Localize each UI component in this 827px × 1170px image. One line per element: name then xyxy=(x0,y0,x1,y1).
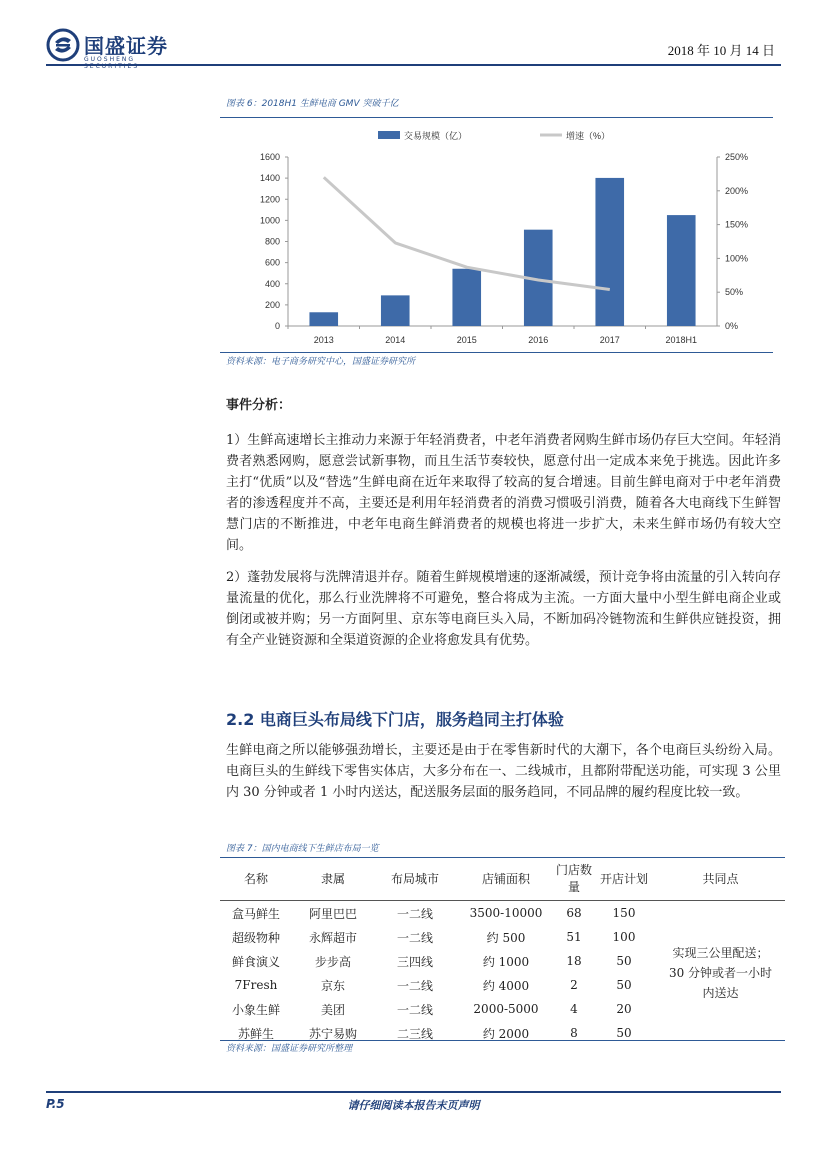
header-name: 名称 xyxy=(220,858,292,901)
cell-cities: 三四线 xyxy=(396,954,433,969)
header-plan: 开店计划 xyxy=(592,858,656,901)
cell-parent: 步步高 xyxy=(314,954,351,969)
cell-plan: 150 xyxy=(592,901,656,926)
header-store-count: 门店数量 xyxy=(556,858,592,901)
event-analysis-title: 事件分析： xyxy=(226,398,292,413)
header-cities: 布局城市 xyxy=(374,858,456,901)
cell-cities: 二三线 xyxy=(396,1026,433,1041)
cell-name: 超级物种 xyxy=(231,930,280,945)
bar xyxy=(452,269,481,326)
y-left-tick-label: 0 xyxy=(274,321,280,331)
chart-x-labels xyxy=(288,326,697,345)
cell-plan: 50 xyxy=(616,954,632,968)
cell-store-count: 8 xyxy=(570,1026,578,1040)
company-logo xyxy=(46,28,186,68)
header-area: 店铺面积 xyxy=(456,858,556,901)
y-left-tick-label: 1400 xyxy=(259,173,280,184)
cell-parent: 阿里巴巴 xyxy=(292,901,374,926)
header-common: 共同点 xyxy=(656,858,785,901)
y-left-tick-label: 1200 xyxy=(259,194,280,205)
gmv-chart xyxy=(220,120,773,352)
cell-parent: 苏宁易购 xyxy=(308,1026,357,1041)
footer-disclaimer: 请仔细阅读本报告末页声明 xyxy=(347,1099,480,1112)
x-tick-label: 2015 xyxy=(456,335,477,345)
y-left-tick-label: 800 xyxy=(264,236,280,247)
y-left-tick-label: 1000 xyxy=(259,215,280,226)
cell-cities: 一二线 xyxy=(396,978,433,993)
offline-store-table xyxy=(220,858,785,1045)
cell-name: 鲜食演义 xyxy=(231,954,280,969)
bar xyxy=(595,178,624,326)
cell-store-count: 18 xyxy=(566,954,582,968)
table-row xyxy=(220,901,785,926)
page-number: P.5 xyxy=(46,1097,65,1111)
cell-parent: 美团 xyxy=(320,1002,345,1017)
y-left-tick-label: 1600 xyxy=(259,152,280,162)
cell-plan: 50 xyxy=(616,1026,632,1040)
cell-cities: 一二线 xyxy=(396,1002,433,1017)
figure-7-source: 资料来源：国盛证券研究所整理 xyxy=(226,1044,353,1054)
cell-plan: 100 xyxy=(612,930,636,944)
section-paragraph: 生鲜电商之所以能够强劲增长，主要还是由于在零售新时代的大潮下，各个电商巨头纷纷入局。电商巨头的生鲜线下零售实体店，大多分布在一、二线城市，且都附带配送功能，可实现 3 公里内 30 分钟或者 1 小时内送达，配送服务层面的服务趋同，不同品牌的履约程度比较一致。 xyxy=(226,743,781,800)
legend-swatch-bar xyxy=(378,131,400,139)
y-right-tick-label: 0% xyxy=(725,321,739,331)
figure-7-caption: 图表 7：国内电商线下生鲜店布局一览 xyxy=(226,844,379,854)
cell-plan: 50 xyxy=(616,978,632,992)
cell-store-count: 68 xyxy=(556,901,592,926)
x-tick-label: 2018H1 xyxy=(665,335,698,345)
y-left-tick-label: 200 xyxy=(264,299,280,310)
x-tick-label: 2014 xyxy=(385,335,406,345)
logo-text: 国盛证券 xyxy=(84,34,168,58)
cell-parent: 永辉超市 xyxy=(308,930,357,945)
cell-area: 3500-10000 xyxy=(456,901,556,926)
cell-common: 实现三公里配送；30 分钟或者一小时内送达 xyxy=(656,901,785,1046)
y-left-tick-label: 600 xyxy=(264,257,280,268)
logo-english-text: GUOSHENG SECURITIES xyxy=(84,56,140,70)
figure-6-rule xyxy=(220,117,773,118)
cell-store-count: 4 xyxy=(570,1002,578,1016)
chart-legend xyxy=(378,130,610,141)
cell-area: 约 4000 xyxy=(482,978,530,993)
cell-name: 盒马鲜生 xyxy=(220,901,292,926)
cell-store-count: 2 xyxy=(570,978,578,992)
bar xyxy=(667,215,696,326)
table-header-row xyxy=(220,858,785,901)
section-title: 2.2 电商巨头布局线下门店，服务趋同主打体验 xyxy=(226,710,564,729)
report-date: 2018 年 10 月 14 日 xyxy=(667,43,775,58)
header-parent: 隶属 xyxy=(292,858,374,901)
cell-store-count: 51 xyxy=(566,930,582,944)
cell-area: 约 2000 xyxy=(482,1026,530,1041)
bar xyxy=(309,312,338,326)
y-left-tick-label: 400 xyxy=(264,278,280,289)
analysis-paragraph-2: 2）蓬勃发展将与洗牌清退并存。随着生鲜规模增速的逐渐减缓，预计竞争将由流量的引入转向存量流量的优化，那么行业洗牌将不可避免，整合将成为主流。一方面大量中小型生鲜电商企业或倒闭或被并购；另一方面阿里、京东等电商巨头入局，不断加码冷链物流和生鲜供应链投资，拥有全产业链资源和全渠道资源的企业将愈发具有优势。 xyxy=(226,570,781,648)
y-right-tick-label: 150% xyxy=(725,219,749,230)
x-tick-label: 2013 xyxy=(313,335,334,345)
y-right-tick-label: 250% xyxy=(725,152,749,162)
y-right-tick-label: 200% xyxy=(725,185,749,196)
cell-cities: 一二线 xyxy=(396,930,433,945)
chart-bars xyxy=(309,178,695,326)
figure-6-caption: 图表 6：2018H1 生鲜电商 GMV 突破千亿 xyxy=(226,99,399,109)
cell-area: 2000-5000 xyxy=(473,1002,539,1016)
cell-name: 小象生鲜 xyxy=(231,1002,280,1017)
cell-parent: 京东 xyxy=(320,978,345,993)
cell-name: 苏鲜生 xyxy=(237,1026,274,1041)
x-tick-label: 2017 xyxy=(599,335,620,345)
figure-6-source: 资料来源：电子商务研究中心，国盛证券研究所 xyxy=(226,357,416,367)
legend-label-bar: 交易规模（亿） xyxy=(404,131,468,141)
y-right-tick-label: 100% xyxy=(725,253,749,264)
cell-name: 7Fresh xyxy=(234,978,278,992)
cell-plan: 20 xyxy=(616,1002,632,1016)
y-right-tick-label: 50% xyxy=(725,287,744,298)
cell-cities: 一二线 xyxy=(374,901,456,926)
cell-area: 约 1000 xyxy=(482,954,530,969)
figure-6-bottom-rule xyxy=(220,352,773,353)
legend-label-line: 增速（%） xyxy=(566,131,611,141)
header-divider xyxy=(46,64,781,66)
logo-mark-icon xyxy=(46,28,80,62)
bar xyxy=(381,295,410,326)
x-tick-label: 2016 xyxy=(528,335,549,345)
analysis-paragraph-1: 1）生鲜高速增长主推动力来源于年轻消费者，中老年消费者网购生鲜市场仍存巨大空间。年轻消费者熟悉网购，愿意尝试新事物，而且生活节奏较快，愿意付出一定成本来免于挑选。因此许多主打“优质”以及“替选”生鲜电商在近年来取得了较高的复合增速。目前生鲜电商对于中老年消费者的渗透程度并不高，主要还是利用年轻消费者的消费习惯吸引消费，随着各大电商线下生鲜智慧门店的不断推进，中老年电商生鲜消费者的规模也将进一步扩大，未来生鲜市场仍有较大空间。 xyxy=(226,433,781,553)
footer-divider xyxy=(46,1091,781,1093)
cell-area: 约 500 xyxy=(486,930,526,945)
